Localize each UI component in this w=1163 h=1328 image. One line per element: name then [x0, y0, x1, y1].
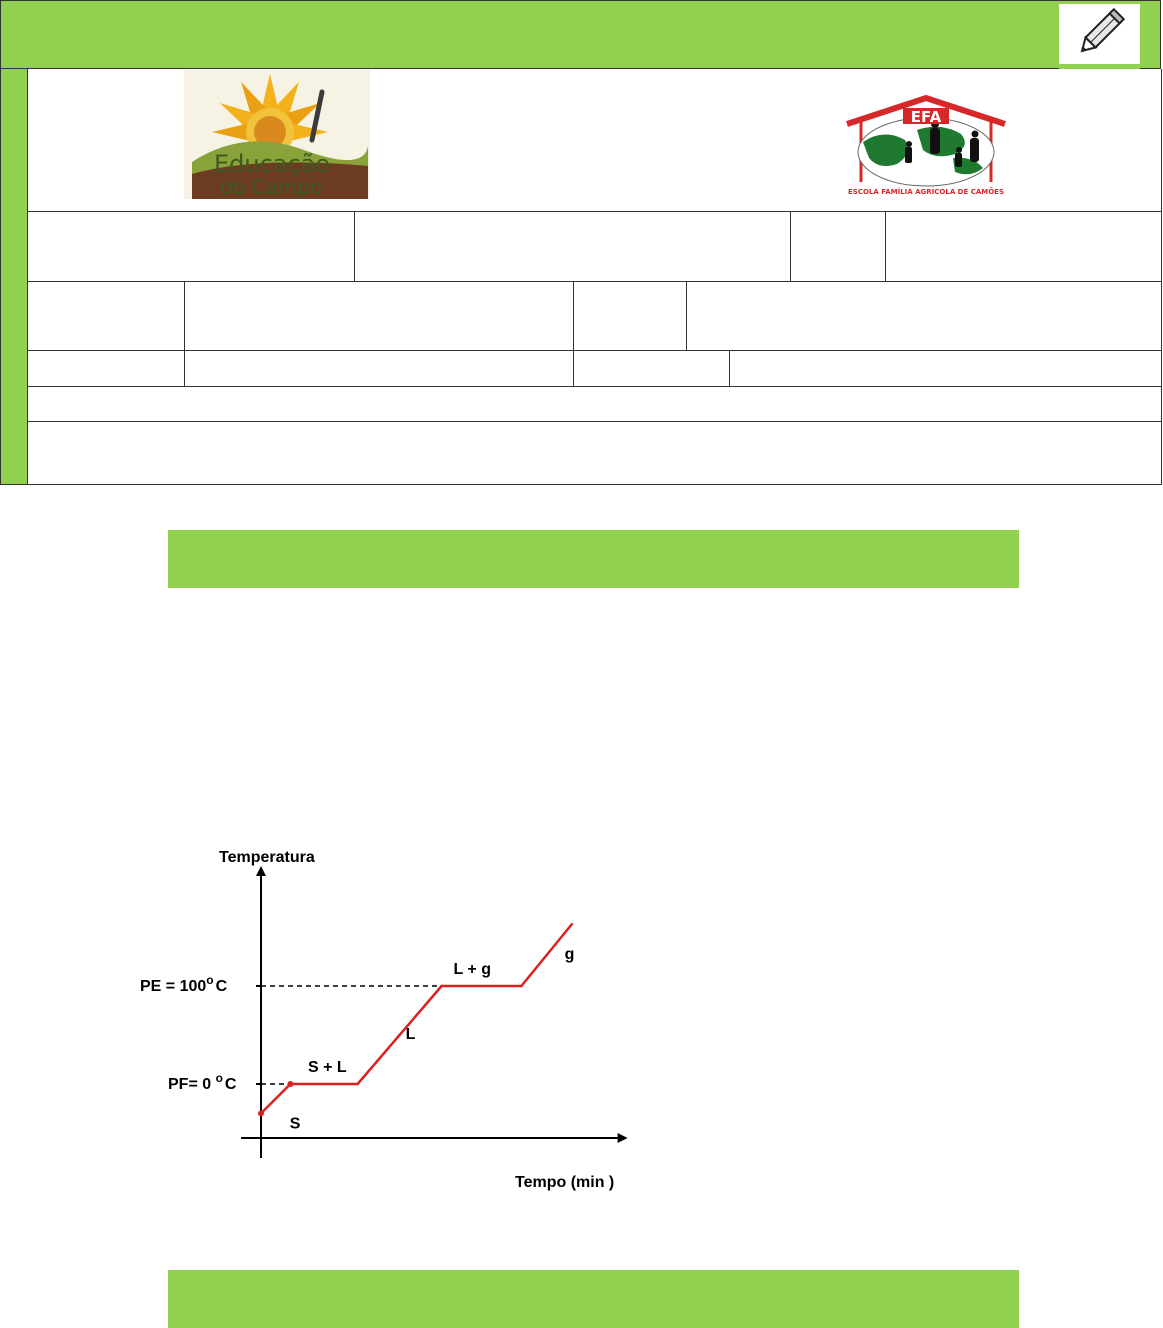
curve-segment [261, 1084, 290, 1113]
form-row-divider [28, 350, 1162, 351]
form-col-divider [573, 281, 574, 350]
x-axis-label: Tempo (min ) [515, 1174, 615, 1191]
form-field[interactable] [731, 352, 1160, 384]
form-field[interactable] [575, 283, 684, 348]
form-field[interactable] [186, 352, 571, 384]
form-field[interactable] [575, 352, 727, 384]
logo-text: Educação [214, 150, 331, 178]
form-col-divider [354, 211, 355, 281]
pencil-icon [1059, 4, 1140, 64]
reference-label: PE = $100^o$ C [140, 973, 228, 995]
form-row-divider [28, 386, 1162, 387]
form-field[interactable] [30, 283, 182, 348]
phase-label: g [564, 946, 575, 964]
form-field[interactable] [792, 213, 883, 279]
phase-label: S [289, 1115, 301, 1133]
form-col-divider [184, 350, 185, 386]
form-field[interactable] [30, 213, 352, 279]
form-field[interactable] [887, 213, 1160, 279]
efa-logo [843, 94, 1009, 200]
form-row-divider [28, 211, 1162, 212]
form-col-divider [790, 211, 791, 281]
heating-curve-chart [130, 830, 660, 1210]
form-col-divider [184, 281, 185, 350]
form-field[interactable] [356, 213, 788, 279]
form-col-divider [573, 350, 574, 386]
educacao-do-campo-logo [184, 70, 370, 199]
form-col-divider [885, 211, 886, 281]
form-row-divider [28, 281, 1162, 282]
y-axis-arrow [256, 866, 266, 876]
section-title-bar [168, 1270, 1019, 1328]
header-band [0, 0, 1161, 69]
form-field[interactable] [186, 283, 571, 348]
phase-label: L + g [453, 961, 491, 978]
form-col-divider [729, 350, 730, 386]
curve-point [258, 1110, 264, 1116]
edit-button[interactable] [1059, 4, 1140, 69]
reference-label: PF= 0 $^o$ C [168, 1071, 237, 1093]
logo-text: EFA [910, 108, 942, 126]
x-axis-arrow [618, 1133, 628, 1143]
y-axis-label: Temperatura [219, 849, 315, 866]
form-field[interactable] [688, 283, 1160, 348]
phase-label: S + L [308, 1059, 347, 1076]
form-row-divider [28, 421, 1162, 422]
phase-label: L [405, 1026, 416, 1043]
logo-text: do Campo [220, 175, 322, 199]
curve-segment [358, 986, 442, 1084]
form-field[interactable] [30, 423, 1160, 483]
form-field[interactable] [30, 352, 182, 384]
curve-point [287, 1081, 293, 1087]
form-col-divider [686, 281, 687, 350]
section-title-bar [168, 530, 1019, 588]
form-field[interactable] [30, 388, 1160, 419]
side-stripe [0, 69, 28, 485]
logo-caption: ESCOLA FAMÍLIA AGRÍCOLA DE CAMÕES [848, 188, 1004, 196]
